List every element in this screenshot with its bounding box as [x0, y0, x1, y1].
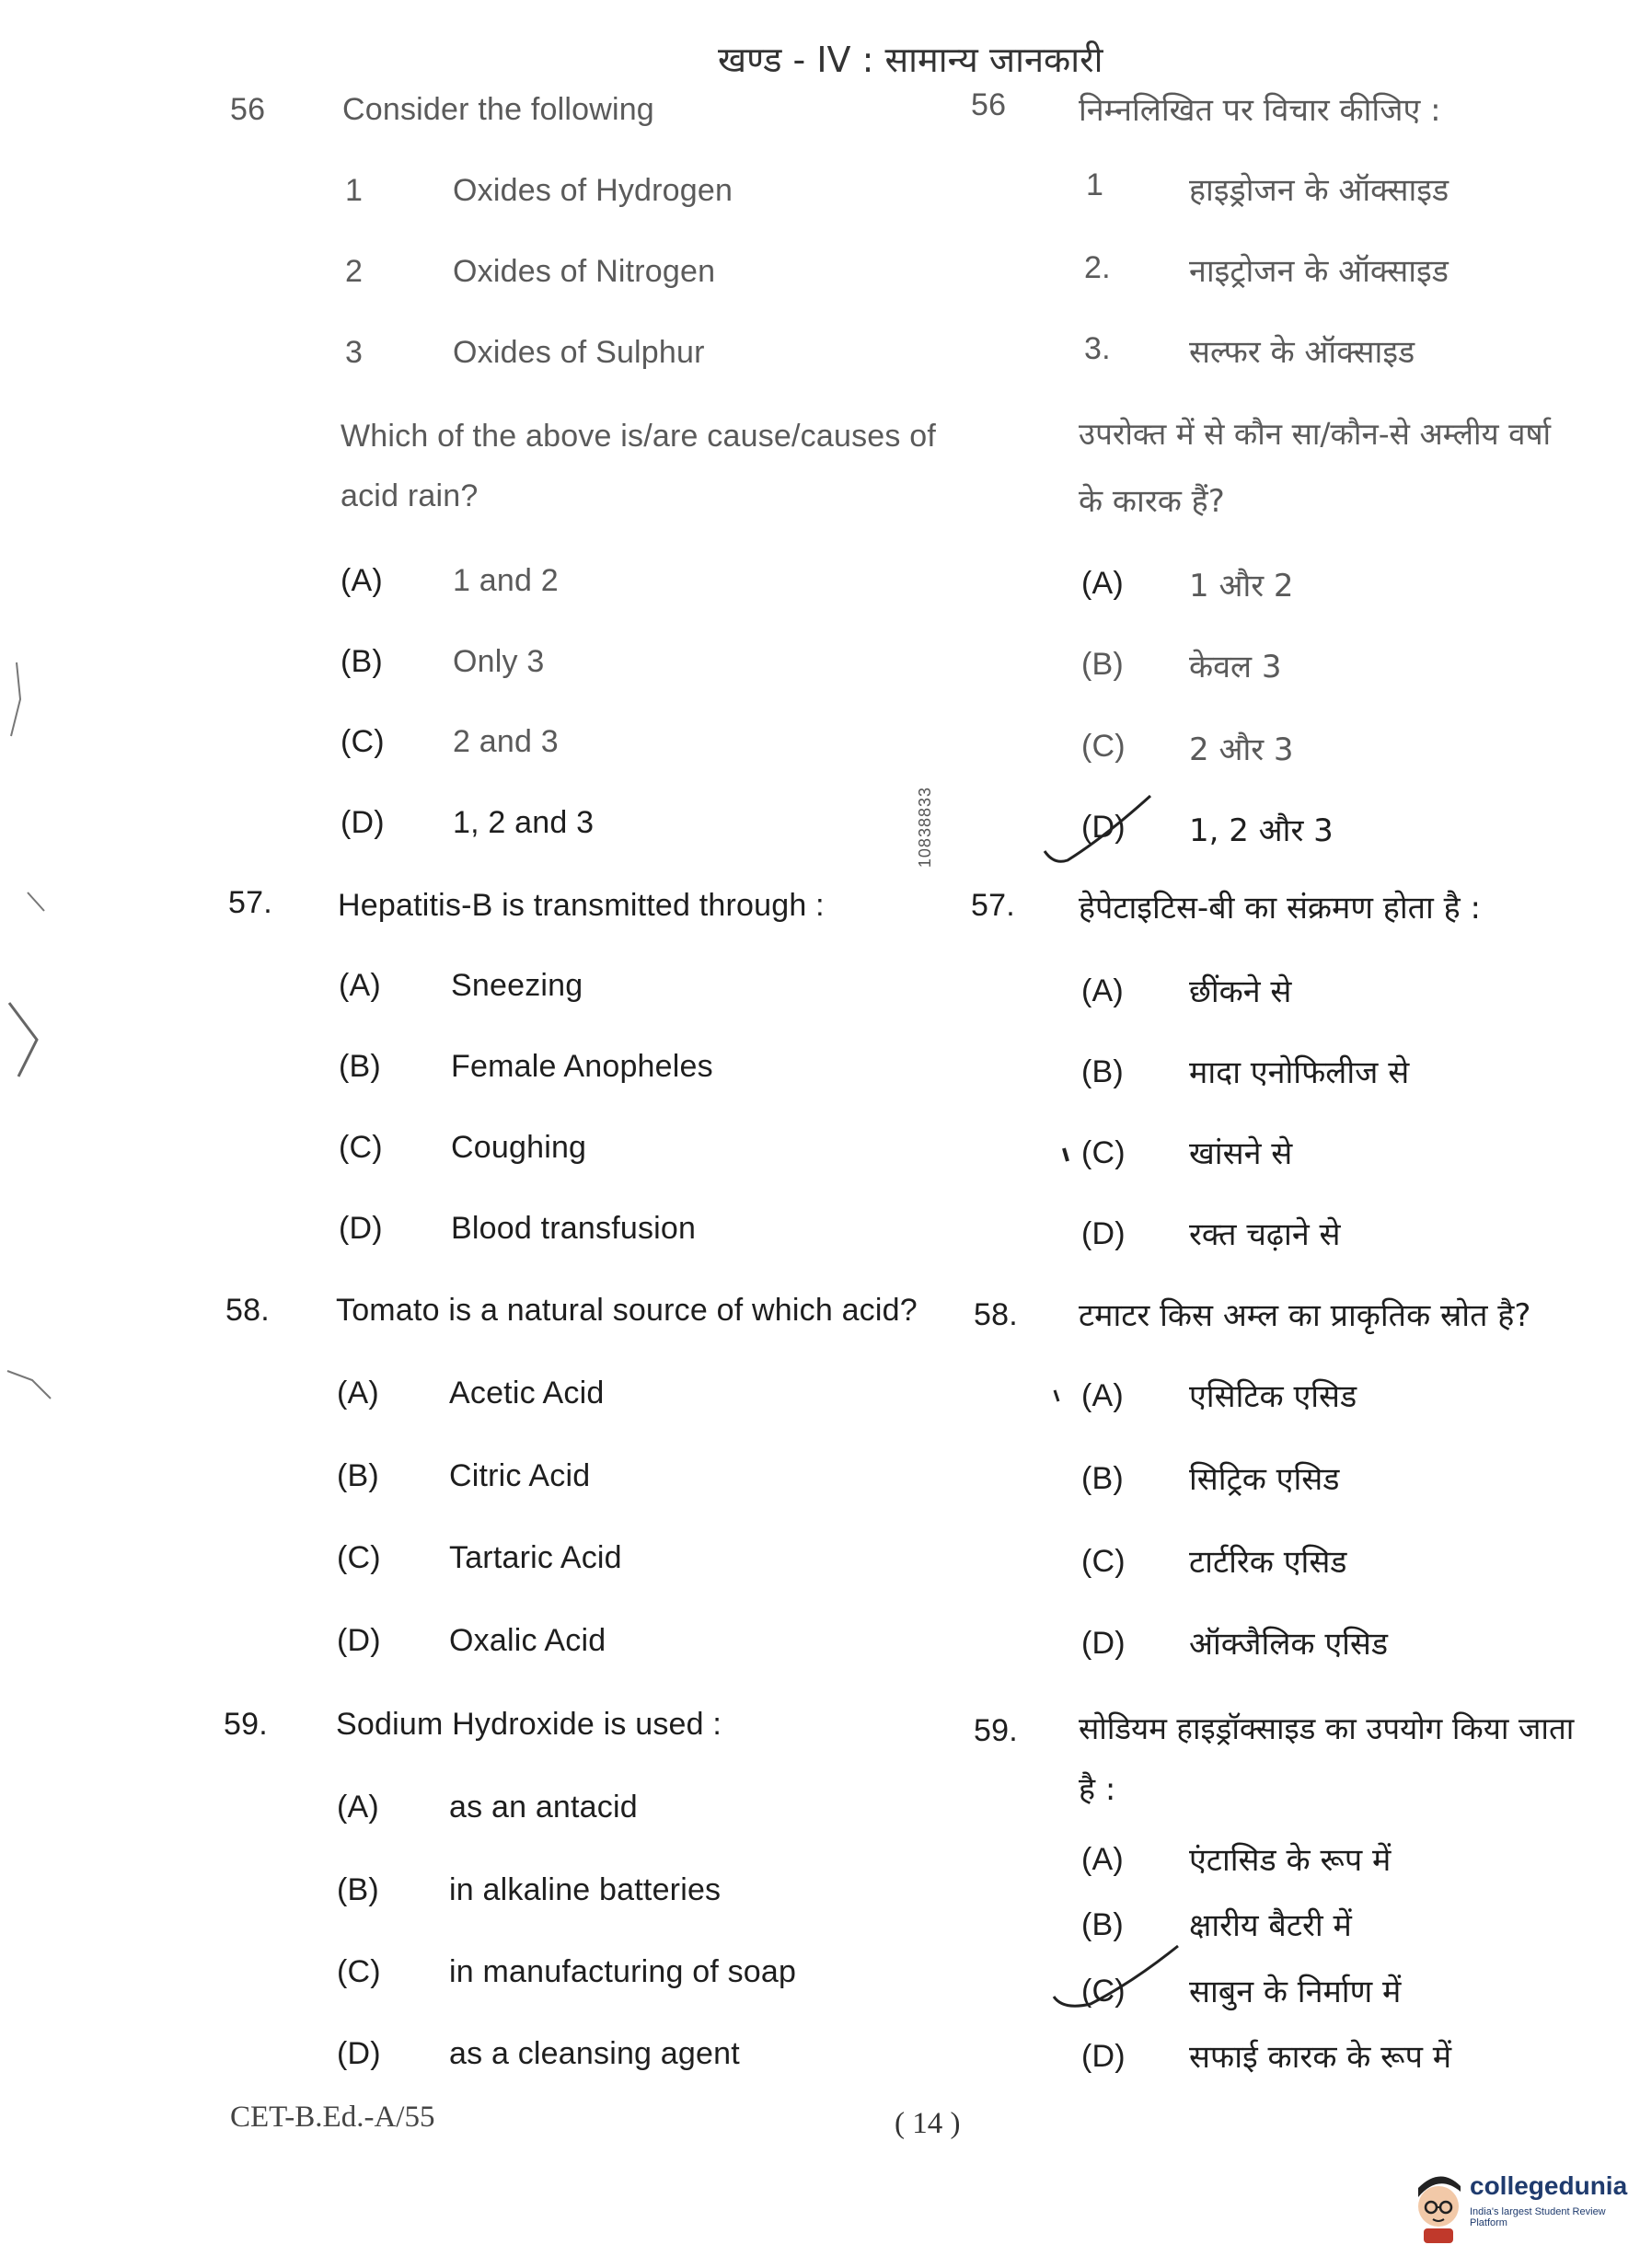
- option-text: Oxalic Acid: [449, 1623, 606, 1658]
- option-label: (D): [1081, 1216, 1126, 1251]
- option-label: (C): [337, 1954, 381, 1989]
- question-number: 58.: [225, 1293, 270, 1328]
- item-text: नाइट्रोजन के ऑक्साइड: [1189, 253, 1449, 290]
- item-text: Oxides of Sulphur: [453, 335, 705, 370]
- option-label: (A): [1081, 1378, 1124, 1413]
- question-text: हेपेटाइटिस-बी का संक्रमण होता है :: [1079, 890, 1481, 927]
- option-text: 2 and 3: [453, 724, 559, 759]
- item-number: 1: [1086, 167, 1104, 202]
- page-number: ( 14 ): [895, 2107, 961, 2140]
- paper-code: CET-B.Ed.-A/55: [230, 2101, 435, 2134]
- question-text: टमाटर किस अम्ल का प्राकृतिक स्रोत है?: [1079, 1297, 1531, 1334]
- question-number: 59.: [224, 1707, 268, 1742]
- item-text: सल्फर के ऑक्साइड: [1189, 334, 1415, 371]
- option-text: Tartaric Acid: [449, 1540, 622, 1575]
- question-number: 57.: [228, 885, 272, 920]
- question-number: 58.: [974, 1297, 1018, 1332]
- collegedunia-logo: [1413, 2164, 1634, 2247]
- option-label: (A): [1081, 1842, 1124, 1877]
- option-text: in manufacturing of soap: [449, 1954, 797, 1989]
- logo-wordmark: collegedunia: [1470, 2171, 1628, 2200]
- option-text: 1 और 2: [1189, 568, 1294, 604]
- mascot-icon: [1413, 2164, 1466, 2245]
- option-text: Coughing: [451, 1130, 587, 1165]
- option-label: (A): [339, 968, 381, 1003]
- option-text: as an antacid: [449, 1790, 638, 1825]
- option-text: Citric Acid: [449, 1458, 591, 1493]
- option-text: as a cleansing agent: [449, 2036, 740, 2071]
- option-label: (A): [341, 563, 383, 598]
- option-label: (B): [339, 1049, 381, 1084]
- logo-tagline: India's largest Student Review Platform: [1470, 2206, 1606, 2228]
- question-stem: acid rain?: [341, 478, 479, 513]
- option-label: (D): [337, 2036, 381, 2071]
- question-text: सोडियम हाइड्रॉक्साइड का उपयोग किया जाता: [1079, 1710, 1575, 1746]
- option-label: (A): [337, 1376, 379, 1410]
- item-number: 3.: [1084, 331, 1111, 366]
- answer-tick-mark: [1049, 1941, 1215, 2024]
- option-label: (C): [337, 1540, 381, 1575]
- option-text: 1, 2 और 3: [1189, 812, 1334, 849]
- question-text: है :: [1079, 1771, 1116, 1808]
- item-number: 3: [345, 335, 364, 370]
- option-text: केवल 3: [1189, 649, 1282, 685]
- option-text: क्षारीय बैटरी में: [1189, 1907, 1352, 1944]
- option-text: टार्टरिक एसिड: [1189, 1544, 1347, 1581]
- option-label: (C): [339, 1130, 383, 1165]
- option-label: (A): [337, 1790, 379, 1825]
- option-label: (D): [1081, 2039, 1126, 2074]
- option-label: (A): [1081, 566, 1124, 601]
- option-label: (D): [337, 1623, 381, 1658]
- question-stem: के कारक हैं?: [1079, 483, 1225, 520]
- option-text: 1 and 2: [453, 563, 559, 598]
- option-text: एंटासिड के रूप में: [1189, 1842, 1392, 1879]
- option-text: रक्त चढ़ाने से: [1189, 1216, 1341, 1253]
- option-label: (D): [1081, 1626, 1126, 1661]
- option-text: ऑक्जैलिक एसिड: [1189, 1626, 1389, 1663]
- option-text: 1, 2 and 3: [453, 805, 595, 840]
- option-label: (C): [341, 724, 385, 759]
- option-text: 2 और 3: [1189, 731, 1294, 768]
- option-label: (B): [337, 1872, 379, 1907]
- option-text: in alkaline batteries: [449, 1872, 722, 1907]
- option-label: (B): [1081, 1907, 1124, 1942]
- question-number: 59.: [974, 1713, 1018, 1748]
- option-text: छींकने से: [1189, 973, 1292, 1010]
- option-label: (D): [1081, 810, 1126, 845]
- section-header: खण्ड - IV : सामान्य जानकारी: [718, 40, 1103, 80]
- question-text: निम्नलिखित पर विचार कीजिए :: [1079, 92, 1441, 129]
- item-number: 2: [345, 254, 364, 289]
- question-text: Consider the following: [342, 92, 654, 127]
- option-text: मादा एनोफिलीज से: [1189, 1054, 1410, 1091]
- option-label: (B): [1081, 647, 1124, 682]
- option-label: (D): [339, 1211, 383, 1246]
- answer-tick-mark: [1040, 787, 1206, 869]
- option-text: खांसने से: [1189, 1135, 1293, 1172]
- question-text: Sodium Hydroxide is used :: [336, 1707, 722, 1742]
- question-number: 56: [230, 92, 266, 127]
- option-text: Only 3: [453, 644, 545, 679]
- item-number: 1: [345, 173, 364, 208]
- option-label: (D): [341, 805, 385, 840]
- option-text: Sneezing: [451, 968, 583, 1003]
- option-text: सफाई कारक के रूप में: [1189, 2039, 1452, 2076]
- scan-noise: [0, 0, 74, 1472]
- option-label: (B): [1081, 1461, 1124, 1496]
- option-text: Female Anopheles: [451, 1049, 713, 1084]
- option-label: (C): [1081, 1974, 1126, 2009]
- option-text: Acetic Acid: [449, 1376, 605, 1410]
- option-text: एसिटिक एसिड: [1189, 1378, 1357, 1415]
- option-label: (B): [1081, 1054, 1124, 1089]
- item-text: Oxides of Nitrogen: [453, 254, 716, 289]
- pen-dot-mark: [1049, 1385, 1068, 1412]
- serial-number: 10838833: [916, 787, 934, 869]
- question-text: Tomato is a natural source of which acid?: [336, 1293, 918, 1328]
- option-text: सिट्रिक एसिड: [1189, 1461, 1340, 1498]
- question-text: Hepatitis-B is transmitted through :: [338, 888, 825, 923]
- question-stem: Which of the above is/are cause/causes of: [341, 419, 936, 454]
- option-label: (B): [341, 644, 383, 679]
- option-label: (C): [1081, 1544, 1126, 1579]
- option-label: (A): [1081, 973, 1124, 1008]
- question-number: 56: [971, 87, 1007, 122]
- option-label: (B): [337, 1458, 379, 1493]
- pen-dot-mark: [1057, 1141, 1075, 1169]
- option-text: साबुन के निर्माण में: [1189, 1974, 1402, 2010]
- option-text: Blood transfusion: [451, 1211, 697, 1246]
- question-number: 57.: [971, 888, 1015, 923]
- option-label: (C): [1081, 1135, 1126, 1170]
- question-stem: उपरोक्त में से कौन सा/कौन-से अम्लीय वर्षा: [1079, 416, 1552, 452]
- option-label: (C): [1081, 729, 1126, 764]
- item-text: हाइड्रोजन के ऑक्साइड: [1189, 172, 1449, 209]
- item-number: 2.: [1084, 250, 1111, 285]
- item-text: Oxides of Hydrogen: [453, 173, 733, 208]
